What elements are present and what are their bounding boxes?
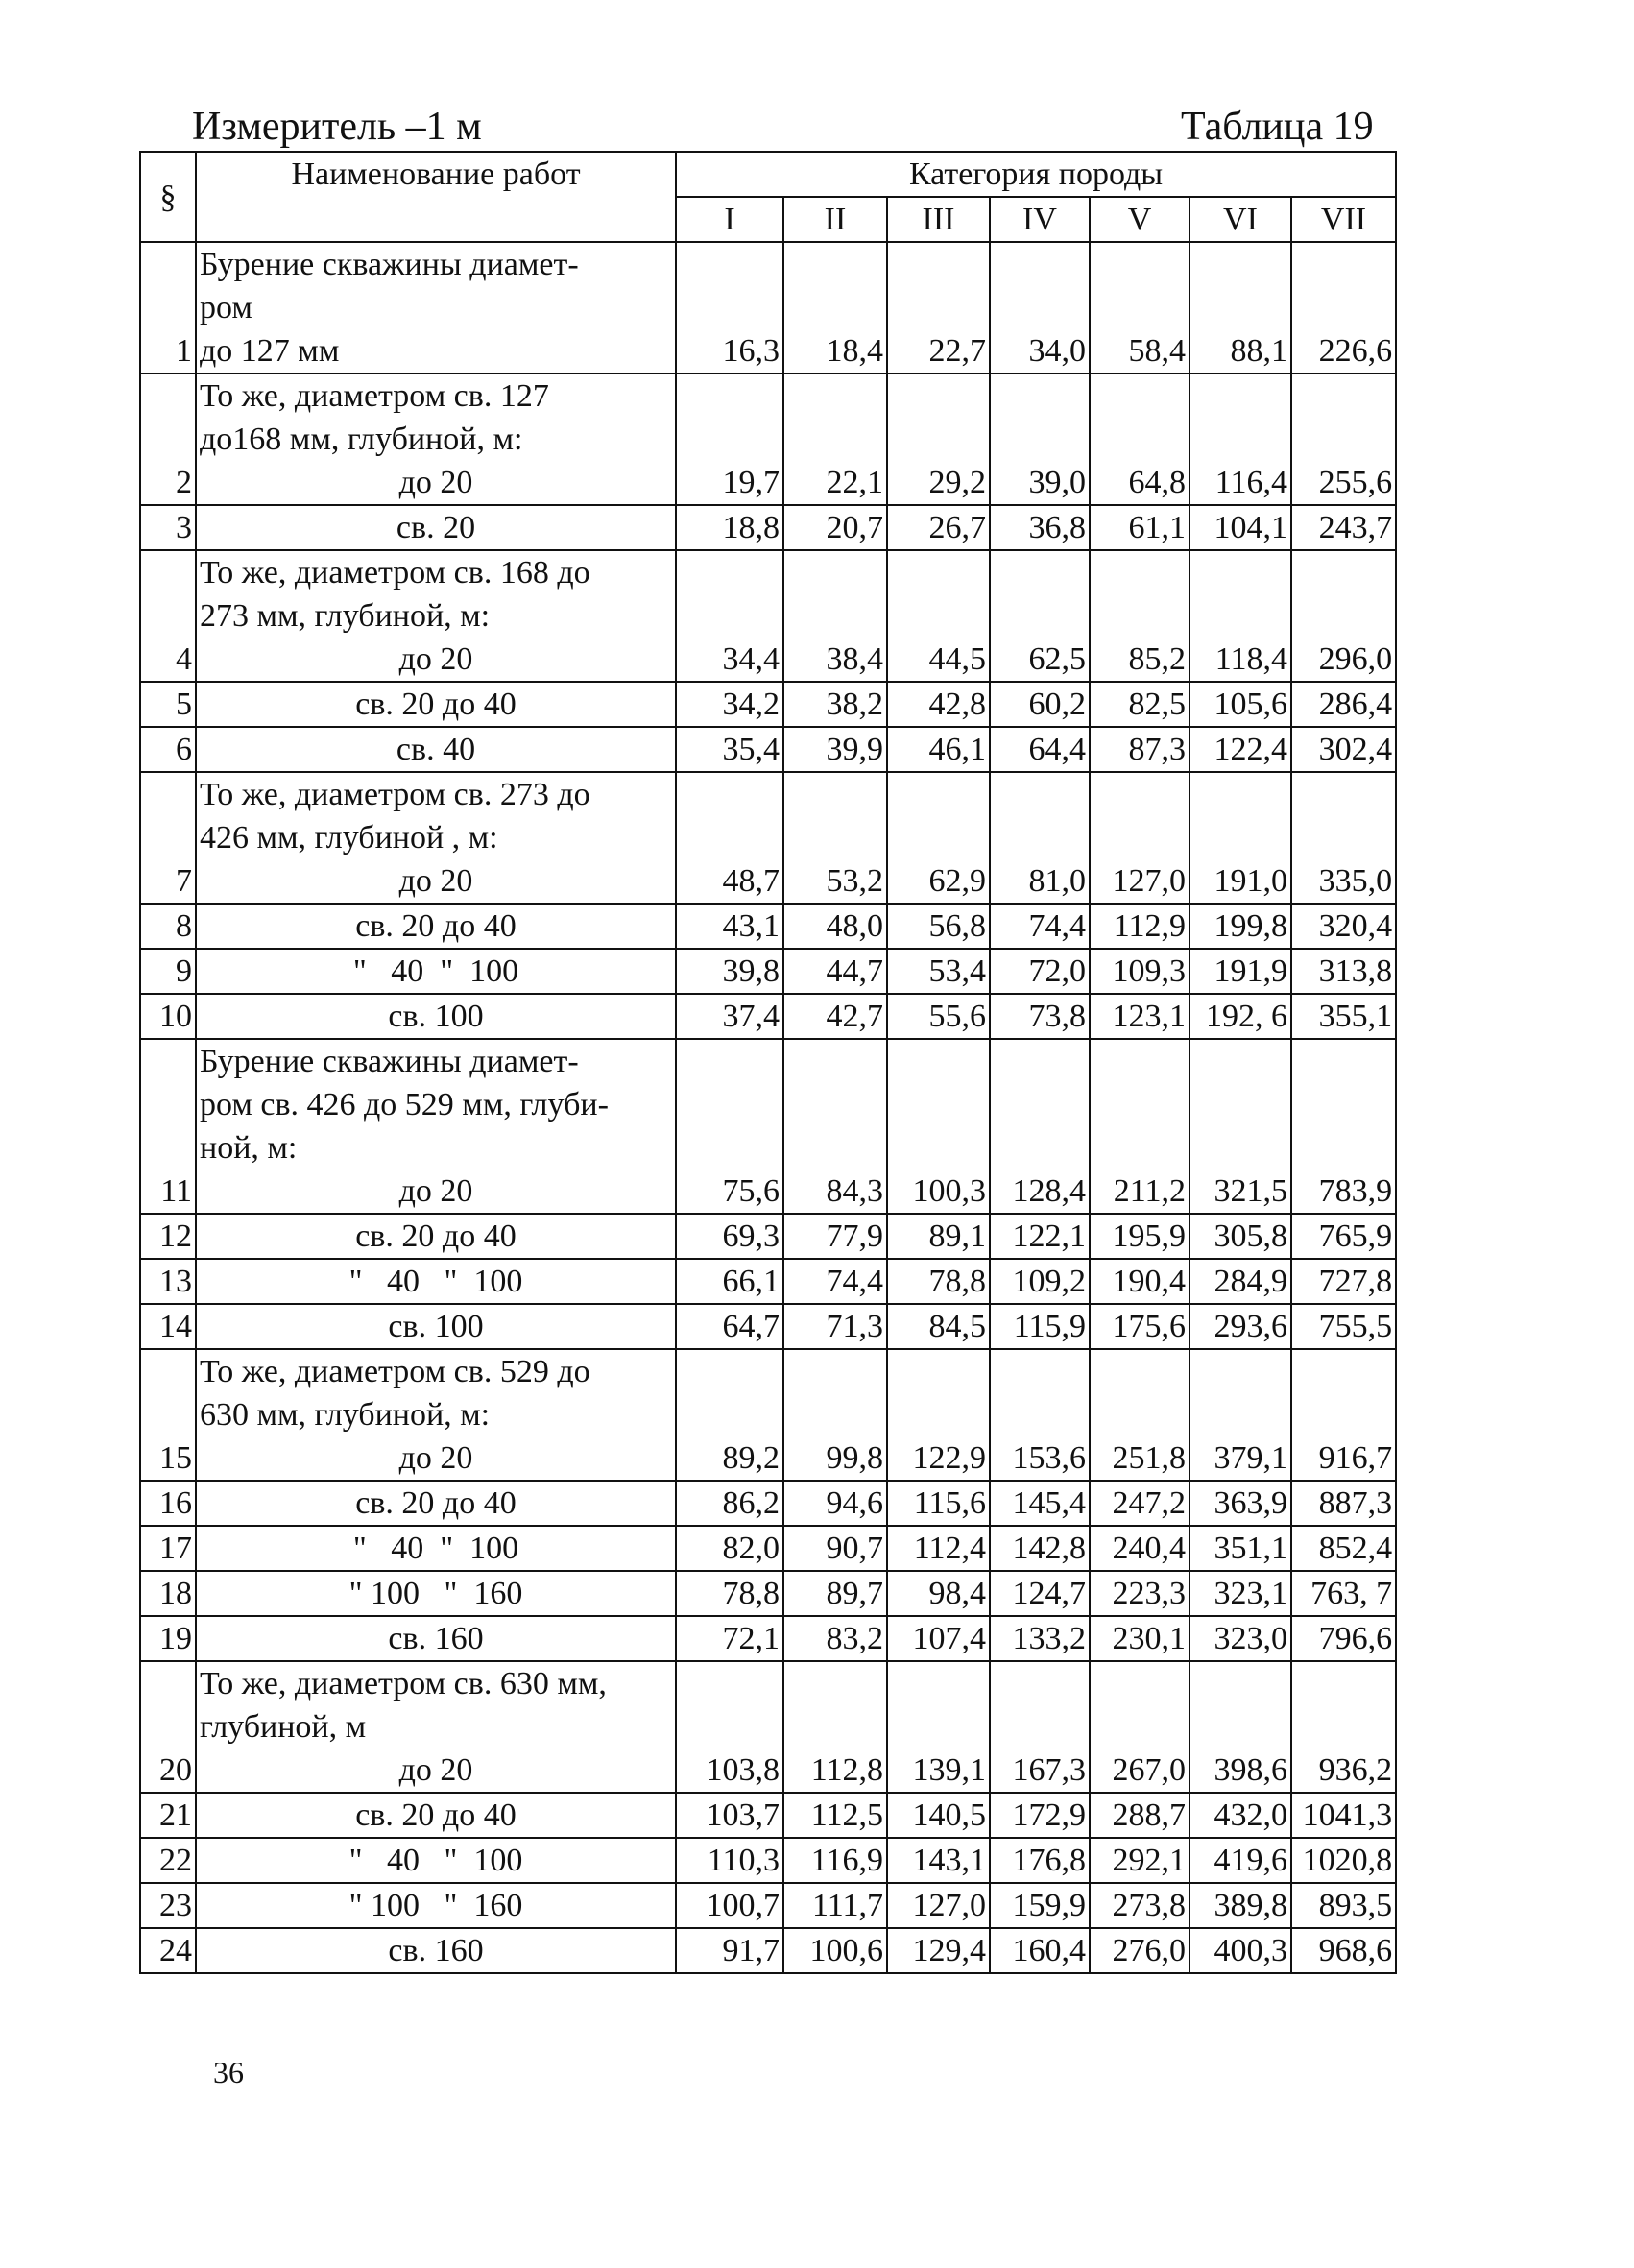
table-row — [140, 505, 1396, 550]
value-cell: 286,4 — [1291, 682, 1396, 727]
value-cell: 29,2 — [887, 374, 990, 505]
work-name-range: до 20 — [398, 1173, 473, 1209]
work-name — [196, 550, 676, 682]
value-cell: 103,8 — [676, 1661, 783, 1793]
value-cell: 199,8 — [1189, 904, 1291, 949]
section-number: 11 — [140, 1039, 196, 1214]
value-cell: 103,7 — [676, 1793, 783, 1838]
section-number: 19 — [140, 1616, 196, 1661]
value-cell: 20,7 — [783, 505, 887, 550]
work-name-range: до 20 — [398, 641, 473, 677]
value-cell: 109,3 — [1090, 949, 1189, 994]
value-cell: 313,8 — [1291, 949, 1396, 994]
value-cell: 893,5 — [1291, 1883, 1396, 1928]
value-cell: 100,6 — [783, 1928, 887, 1973]
value-cell: 153,6 — [990, 1349, 1090, 1481]
norms-table — [139, 151, 1397, 1974]
value-cell: 107,4 — [887, 1616, 990, 1661]
value-cell: 26,7 — [887, 505, 990, 550]
value-cell: 419,6 — [1189, 1838, 1291, 1883]
category-header: VI — [1189, 197, 1291, 242]
work-name-range: св. 20 до 40 — [355, 1485, 517, 1521]
value-cell: 75,6 — [676, 1039, 783, 1214]
value-cell: 89,2 — [676, 1349, 783, 1481]
work-name — [196, 1571, 676, 1616]
table-row — [140, 374, 1396, 505]
section-number: 7 — [140, 772, 196, 904]
work-name — [196, 1304, 676, 1349]
section-number: 10 — [140, 994, 196, 1039]
section-number: 24 — [140, 1928, 196, 1973]
category-header: VII — [1291, 197, 1396, 242]
value-cell: 100,3 — [887, 1039, 990, 1214]
value-cell: 115,9 — [990, 1304, 1090, 1349]
value-cell: 351,1 — [1189, 1526, 1291, 1571]
value-cell: 267,0 — [1090, 1661, 1189, 1793]
value-cell: 118,4 — [1189, 550, 1291, 682]
value-cell: 66,1 — [676, 1259, 783, 1304]
work-name-range: св. 40 — [396, 732, 476, 767]
work-name-heading: То же, диаметром св. 630 мм, глубиной, м — [200, 1666, 607, 1745]
value-cell: 129,4 — [887, 1928, 990, 1973]
value-cell: 64,7 — [676, 1304, 783, 1349]
category-header: V — [1090, 197, 1189, 242]
rock-category-header: Категория породы — [676, 152, 1396, 197]
work-name-range: " 40 " 100 — [348, 1843, 523, 1878]
table-row — [140, 682, 1396, 727]
section-number: 18 — [140, 1571, 196, 1616]
section-number: 20 — [140, 1661, 196, 1793]
table-row — [140, 1039, 1396, 1214]
value-cell: 71,3 — [783, 1304, 887, 1349]
value-cell: 86,2 — [676, 1481, 783, 1526]
work-name-range: до 127 мм — [200, 333, 340, 369]
value-cell: 34,4 — [676, 550, 783, 682]
value-cell: 18,8 — [676, 505, 783, 550]
value-cell: 139,1 — [887, 1661, 990, 1793]
work-name-heading: То же, диаметром св. 529 до 630 мм, глубиной, м: — [200, 1354, 590, 1433]
table-row — [140, 1304, 1396, 1349]
work-name — [196, 505, 676, 550]
value-cell: 38,2 — [783, 682, 887, 727]
work-name — [196, 1616, 676, 1661]
value-cell: 389,8 — [1189, 1883, 1291, 1928]
value-cell: 100,7 — [676, 1883, 783, 1928]
value-cell: 783,9 — [1291, 1039, 1396, 1214]
work-name — [196, 242, 676, 374]
value-cell: 88,1 — [1189, 242, 1291, 374]
value-cell: 852,4 — [1291, 1526, 1396, 1571]
work-name-range: до 20 — [398, 1440, 473, 1476]
work-name-heading: То же, диаметром св. 168 до 273 мм, глубиной, м: — [200, 555, 590, 634]
value-cell: 968,6 — [1291, 1928, 1396, 1973]
value-cell: 116,4 — [1189, 374, 1291, 505]
value-cell: 320,4 — [1291, 904, 1396, 949]
value-cell: 87,3 — [1090, 727, 1189, 772]
work-name-heading: То же, диаметром св. 127 до168 мм, глубиной, м: — [200, 378, 549, 457]
value-cell: 190,4 — [1090, 1259, 1189, 1304]
work-name-heading: Бурение скважины диамет- ром — [200, 247, 579, 326]
value-cell: 296,0 — [1291, 550, 1396, 682]
value-cell: 335,0 — [1291, 772, 1396, 904]
value-cell: 34,0 — [990, 242, 1090, 374]
value-cell: 302,4 — [1291, 727, 1396, 772]
work-name-header: Наименование работ — [196, 152, 676, 242]
value-cell: 44,5 — [887, 550, 990, 682]
section-number: 23 — [140, 1883, 196, 1928]
work-name — [196, 682, 676, 727]
value-cell: 223,3 — [1090, 1571, 1189, 1616]
value-cell: 112,5 — [783, 1793, 887, 1838]
value-cell: 16,3 — [676, 242, 783, 374]
work-name — [196, 1349, 676, 1481]
work-name-range: до 20 — [398, 863, 473, 899]
work-name — [196, 1481, 676, 1526]
value-cell: 112,4 — [887, 1526, 990, 1571]
value-cell: 240,4 — [1090, 1526, 1189, 1571]
value-cell: 62,5 — [990, 550, 1090, 682]
section-number: 15 — [140, 1349, 196, 1481]
work-name — [196, 1214, 676, 1259]
table-row — [140, 904, 1396, 949]
value-cell: 109,2 — [990, 1259, 1090, 1304]
value-cell: 276,0 — [1090, 1928, 1189, 1973]
section-number: 4 — [140, 550, 196, 682]
work-name-range: " 40 " 100 — [348, 1264, 523, 1299]
value-cell: 379,1 — [1189, 1349, 1291, 1481]
value-cell: 77,9 — [783, 1214, 887, 1259]
value-cell: 48,7 — [676, 772, 783, 904]
value-cell: 293,6 — [1189, 1304, 1291, 1349]
value-cell: 255,6 — [1291, 374, 1396, 505]
value-cell: 22,1 — [783, 374, 887, 505]
value-cell: 211,2 — [1090, 1039, 1189, 1214]
value-cell: 99,8 — [783, 1349, 887, 1481]
work-name — [196, 1793, 676, 1838]
value-cell: 53,2 — [783, 772, 887, 904]
table-row — [140, 949, 1396, 994]
value-cell: 81,0 — [990, 772, 1090, 904]
work-name-range: св. 160 — [388, 1933, 484, 1968]
table-row — [140, 242, 1396, 374]
section-number: 6 — [140, 727, 196, 772]
measure-unit: Измеритель –1 м — [192, 105, 482, 149]
value-cell: 127,0 — [887, 1883, 990, 1928]
value-cell: 56,8 — [887, 904, 990, 949]
value-cell: 133,2 — [990, 1616, 1090, 1661]
value-cell: 727,8 — [1291, 1259, 1396, 1304]
value-cell: 887,3 — [1291, 1481, 1396, 1526]
value-cell: 145,4 — [990, 1481, 1090, 1526]
value-cell: 78,8 — [887, 1259, 990, 1304]
value-cell: 140,5 — [887, 1793, 990, 1838]
value-cell: 167,3 — [990, 1661, 1090, 1793]
value-cell: 39,8 — [676, 949, 783, 994]
section-number: 2 — [140, 374, 196, 505]
table-row — [140, 1349, 1396, 1481]
value-cell: 18,4 — [783, 242, 887, 374]
table-title: Таблица 19 — [1181, 105, 1374, 149]
work-name-range: до 20 — [398, 465, 473, 500]
value-cell: 355,1 — [1291, 994, 1396, 1039]
value-cell: 36,8 — [990, 505, 1090, 550]
work-name — [196, 904, 676, 949]
value-cell: 69,3 — [676, 1214, 783, 1259]
table-row — [140, 550, 1396, 682]
value-cell: 61,1 — [1090, 505, 1189, 550]
value-cell: 305,8 — [1189, 1214, 1291, 1259]
value-cell: 122,4 — [1189, 727, 1291, 772]
section-number: 17 — [140, 1526, 196, 1571]
work-name-range: св. 20 до 40 — [355, 908, 517, 944]
work-name-heading: То же, диаметром св. 273 до 426 мм, глубиной , м: — [200, 777, 590, 856]
value-cell: 62,9 — [887, 772, 990, 904]
work-name — [196, 1928, 676, 1973]
table-row — [140, 727, 1396, 772]
value-cell: 175,6 — [1090, 1304, 1189, 1349]
table-row — [140, 772, 1396, 904]
work-name-range: до 20 — [398, 1752, 473, 1788]
work-name-range: св. 160 — [388, 1621, 484, 1656]
work-name-range: " 100 " 160 — [348, 1576, 523, 1611]
value-cell: 122,9 — [887, 1349, 990, 1481]
value-cell: 48,0 — [783, 904, 887, 949]
value-cell: 44,7 — [783, 949, 887, 994]
category-header: III — [887, 197, 990, 242]
work-name-range: св. 100 — [388, 999, 484, 1034]
value-cell: 323,1 — [1189, 1571, 1291, 1616]
work-name — [196, 1039, 676, 1214]
value-cell: 124,7 — [990, 1571, 1090, 1616]
section-number: 5 — [140, 682, 196, 727]
value-cell: 143,1 — [887, 1838, 990, 1883]
value-cell: 53,4 — [887, 949, 990, 994]
value-cell: 191,0 — [1189, 772, 1291, 904]
value-cell: 273,8 — [1090, 1883, 1189, 1928]
value-cell: 159,9 — [990, 1883, 1090, 1928]
section-number: 12 — [140, 1214, 196, 1259]
work-name-range: св. 20 до 40 — [355, 1218, 517, 1254]
value-cell: 172,9 — [990, 1793, 1090, 1838]
value-cell: 916,7 — [1291, 1349, 1396, 1481]
value-cell: 176,8 — [990, 1838, 1090, 1883]
value-cell: 89,1 — [887, 1214, 990, 1259]
category-header: IV — [990, 197, 1090, 242]
value-cell: 43,1 — [676, 904, 783, 949]
value-cell: 111,7 — [783, 1883, 887, 1928]
table-row — [140, 1793, 1396, 1838]
value-cell: 112,9 — [1090, 904, 1189, 949]
work-name — [196, 949, 676, 994]
value-cell: 72,1 — [676, 1616, 783, 1661]
value-cell: 34,2 — [676, 682, 783, 727]
category-header: II — [783, 197, 887, 242]
value-cell: 251,8 — [1090, 1349, 1189, 1481]
value-cell: 432,0 — [1189, 1793, 1291, 1838]
table-row — [140, 1571, 1396, 1616]
section-number: 9 — [140, 949, 196, 994]
section-number: 16 — [140, 1481, 196, 1526]
table-row — [140, 1838, 1396, 1883]
table-row — [140, 1259, 1396, 1304]
work-name-range: св. 20 до 40 — [355, 1798, 517, 1833]
value-cell: 64,4 — [990, 727, 1090, 772]
value-cell: 84,5 — [887, 1304, 990, 1349]
table-row — [140, 994, 1396, 1039]
value-cell: 46,1 — [887, 727, 990, 772]
value-cell: 292,1 — [1090, 1838, 1189, 1883]
work-name-range: св. 100 — [388, 1309, 484, 1344]
value-cell: 83,2 — [783, 1616, 887, 1661]
work-name-range: " 40 " 100 — [352, 953, 519, 989]
value-cell: 91,7 — [676, 1928, 783, 1973]
value-cell: 104,1 — [1189, 505, 1291, 550]
value-cell: 195,9 — [1090, 1214, 1189, 1259]
table-row — [140, 1214, 1396, 1259]
value-cell: 22,7 — [887, 242, 990, 374]
section-number: 8 — [140, 904, 196, 949]
value-cell: 1041,3 — [1291, 1793, 1396, 1838]
value-cell: 127,0 — [1090, 772, 1189, 904]
value-cell: 39,9 — [783, 727, 887, 772]
value-cell: 55,6 — [887, 994, 990, 1039]
value-cell: 755,5 — [1291, 1304, 1396, 1349]
value-cell: 42,7 — [783, 994, 887, 1039]
value-cell: 72,0 — [990, 949, 1090, 994]
value-cell: 142,8 — [990, 1526, 1090, 1571]
work-name — [196, 994, 676, 1039]
value-cell: 58,4 — [1090, 242, 1189, 374]
table-row — [140, 1883, 1396, 1928]
value-cell: 64,8 — [1090, 374, 1189, 505]
value-cell: 243,7 — [1291, 505, 1396, 550]
category-header: I — [676, 197, 783, 242]
work-name — [196, 1661, 676, 1793]
value-cell: 60,2 — [990, 682, 1090, 727]
value-cell: 122,1 — [990, 1214, 1090, 1259]
value-cell: 936,2 — [1291, 1661, 1396, 1793]
value-cell: 82,5 — [1090, 682, 1189, 727]
value-cell: 765,9 — [1291, 1214, 1396, 1259]
page-number: 36 — [213, 2055, 244, 2089]
value-cell: 42,8 — [887, 682, 990, 727]
value-cell: 73,8 — [990, 994, 1090, 1039]
value-cell: 115,6 — [887, 1481, 990, 1526]
value-cell: 247,2 — [1090, 1481, 1189, 1526]
table-row — [140, 1616, 1396, 1661]
value-cell: 288,7 — [1090, 1793, 1189, 1838]
value-cell: 35,4 — [676, 727, 783, 772]
work-name-range: св. 20 до 40 — [355, 687, 517, 722]
value-cell: 78,8 — [676, 1571, 783, 1616]
section-number: 1 — [140, 242, 196, 374]
value-cell: 363,9 — [1189, 1481, 1291, 1526]
value-cell: 321,5 — [1189, 1039, 1291, 1214]
value-cell: 323,0 — [1189, 1616, 1291, 1661]
value-cell: 192, 6 — [1189, 994, 1291, 1039]
value-cell: 226,6 — [1291, 242, 1396, 374]
value-cell: 85,2 — [1090, 550, 1189, 682]
section-header: § — [140, 152, 196, 242]
work-name-range: " 40 " 100 — [352, 1531, 519, 1566]
value-cell: 39,0 — [990, 374, 1090, 505]
value-cell: 84,3 — [783, 1039, 887, 1214]
value-cell: 796,6 — [1291, 1616, 1396, 1661]
value-cell: 123,1 — [1090, 994, 1189, 1039]
value-cell: 38,4 — [783, 550, 887, 682]
value-cell: 98,4 — [887, 1571, 990, 1616]
work-name — [196, 727, 676, 772]
work-name — [196, 1259, 676, 1304]
value-cell: 74,4 — [783, 1259, 887, 1304]
value-cell: 1020,8 — [1291, 1838, 1396, 1883]
table-row — [140, 1661, 1396, 1793]
section-number: 13 — [140, 1259, 196, 1304]
value-cell: 284,9 — [1189, 1259, 1291, 1304]
value-cell: 90,7 — [783, 1526, 887, 1571]
value-cell: 191,9 — [1189, 949, 1291, 994]
value-cell: 763, 7 — [1291, 1571, 1396, 1616]
table-row — [140, 1481, 1396, 1526]
work-name — [196, 1526, 676, 1571]
value-cell: 128,4 — [990, 1039, 1090, 1214]
value-cell: 94,6 — [783, 1481, 887, 1526]
value-cell: 82,0 — [676, 1526, 783, 1571]
section-number: 22 — [140, 1838, 196, 1883]
value-cell: 37,4 — [676, 994, 783, 1039]
value-cell: 89,7 — [783, 1571, 887, 1616]
value-cell: 160,4 — [990, 1928, 1090, 1973]
value-cell: 112,8 — [783, 1661, 887, 1793]
work-name — [196, 1883, 676, 1928]
value-cell: 230,1 — [1090, 1616, 1189, 1661]
table-row — [140, 1928, 1396, 1973]
value-cell: 398,6 — [1189, 1661, 1291, 1793]
section-number: 14 — [140, 1304, 196, 1349]
work-name — [196, 772, 676, 904]
work-name-range: " 100 " 160 — [348, 1888, 523, 1923]
value-cell: 116,9 — [783, 1838, 887, 1883]
value-cell: 74,4 — [990, 904, 1090, 949]
work-name — [196, 1838, 676, 1883]
value-cell: 105,6 — [1189, 682, 1291, 727]
section-number: 21 — [140, 1793, 196, 1838]
work-name — [196, 374, 676, 505]
value-cell: 400,3 — [1189, 1928, 1291, 1973]
value-cell: 19,7 — [676, 374, 783, 505]
work-name-heading: Бурение скважины диамет- ром св. 426 до 529 мм, глуби- ной, м: — [200, 1044, 609, 1166]
work-name-range: св. 20 — [396, 510, 476, 545]
value-cell: 110,3 — [676, 1838, 783, 1883]
table-row — [140, 1526, 1396, 1571]
section-number: 3 — [140, 505, 196, 550]
